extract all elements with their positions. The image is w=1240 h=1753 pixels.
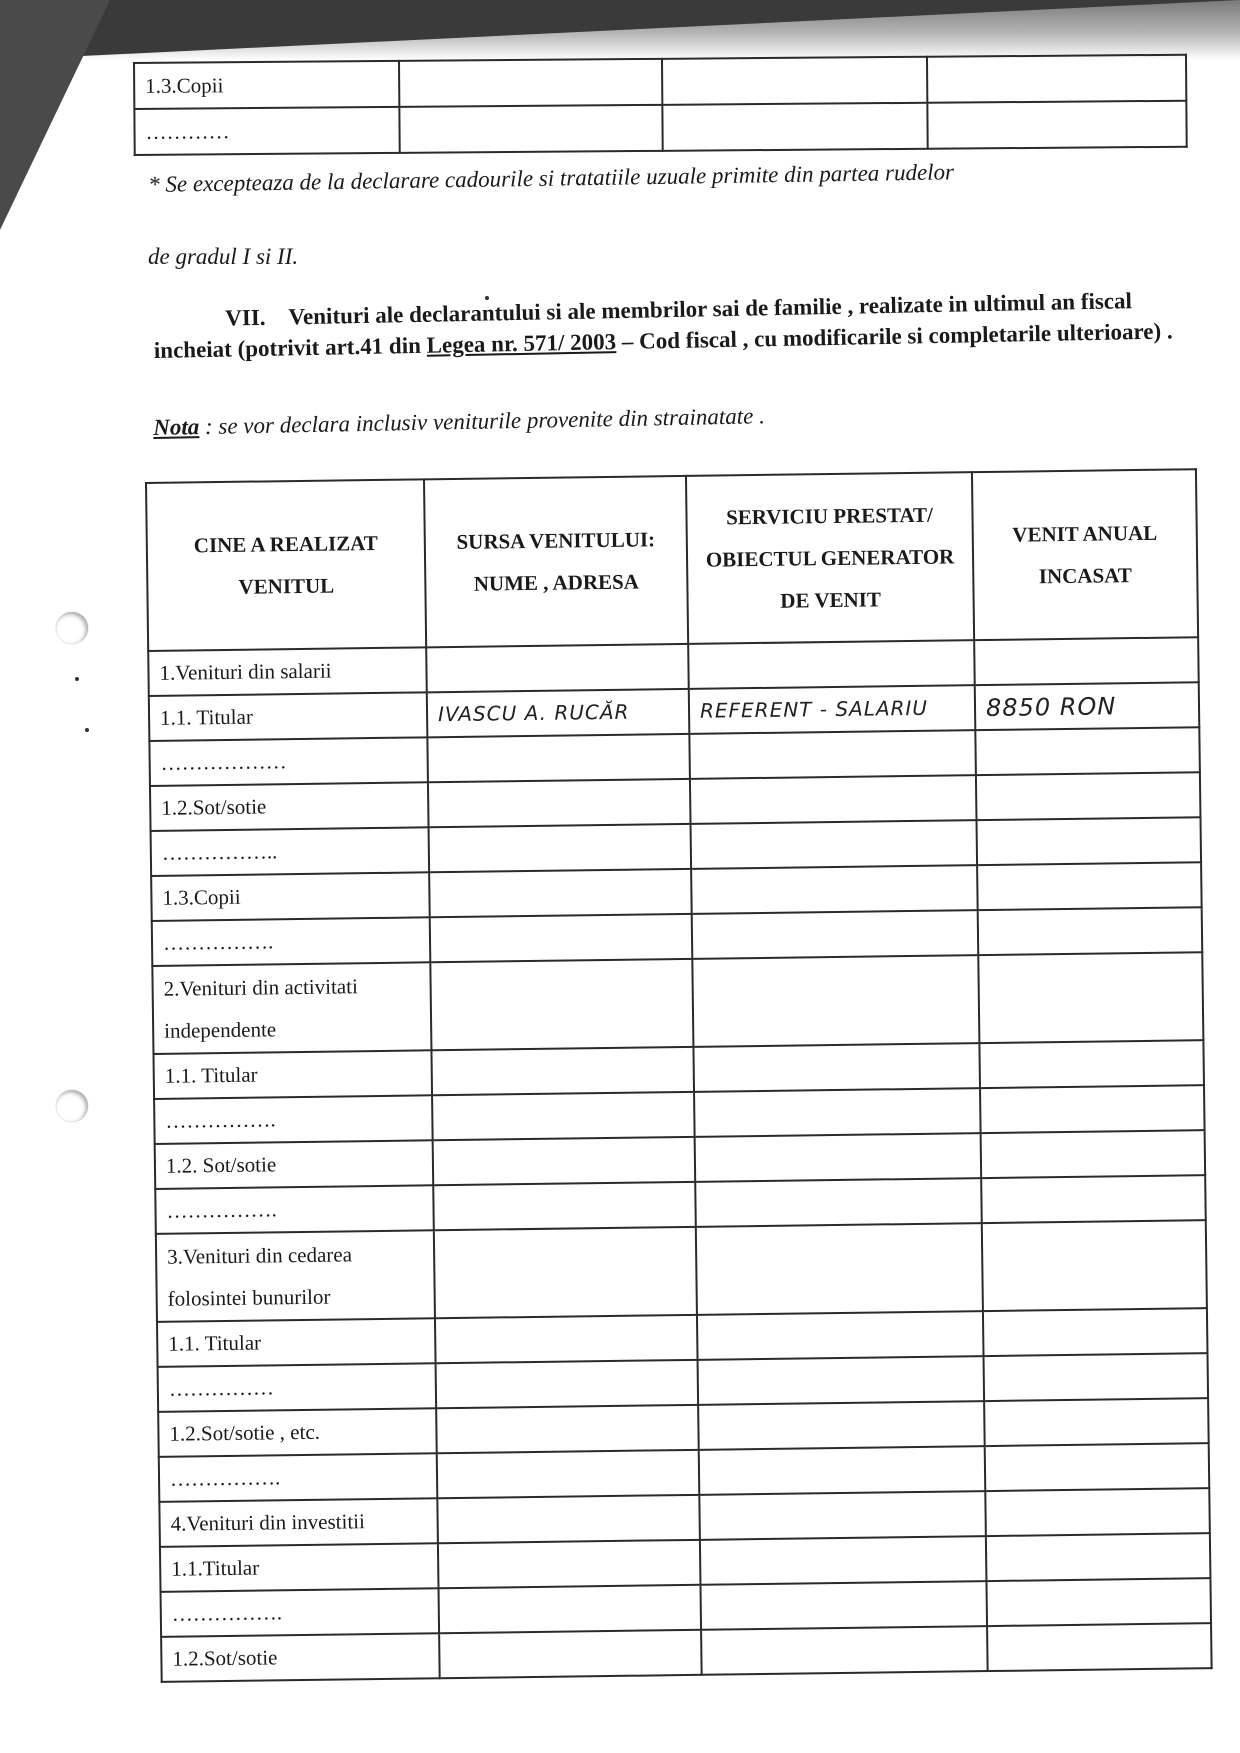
row-label: 4.Venituri din investitii — [159, 1498, 438, 1547]
service-cell — [701, 1626, 988, 1675]
source-cell — [437, 1495, 700, 1543]
service-cell — [689, 685, 976, 734]
row-label: 1.Venituri din salarii — [148, 647, 427, 696]
top-table — [133, 54, 1188, 156]
source-cell — [433, 1137, 696, 1185]
row-label: 1.3.Copii — [134, 61, 399, 109]
empty-cell — [927, 55, 1186, 103]
nota-text: : se vor declara inclusiv veniturile provenite din strainatate . — [198, 403, 766, 440]
income-cell — [981, 1130, 1206, 1178]
scan-edge — [0, 0, 1240, 60]
row-label: 1.2. Sot/sotie — [155, 1140, 434, 1189]
scan-speck — [75, 677, 79, 681]
nota-label: Nota — [153, 414, 200, 440]
row-label: …………… — [158, 1363, 437, 1412]
income-cell — [981, 1175, 1206, 1223]
row-label: ……………. — [154, 1095, 433, 1144]
service-cell — [691, 820, 978, 869]
row-label: 1.1. Titular — [153, 1050, 432, 1099]
empty-cell — [662, 103, 927, 151]
row-label: 1.1.Titular — [160, 1543, 439, 1592]
table-row — [152, 952, 1203, 1054]
source-cell — [430, 914, 693, 962]
row-label: 1.2.Sot/sotie — [161, 1633, 440, 1682]
service-cell — [693, 1043, 980, 1092]
source-cell — [431, 1047, 694, 1095]
income-cell — [984, 1398, 1209, 1446]
header-who: CINE A REALIZAT VENITUL — [146, 479, 426, 651]
income-cell — [980, 1085, 1205, 1133]
row-label: ……………. — [155, 1185, 434, 1234]
income-cell — [975, 682, 1200, 730]
income-cell — [985, 1488, 1210, 1536]
income-cell — [983, 1308, 1208, 1356]
footnote-line-2: de gradul I si II. — [148, 244, 299, 269]
income-cell — [984, 1353, 1209, 1401]
income-cell — [982, 1220, 1207, 1311]
income-cell — [977, 862, 1202, 910]
source-cell — [427, 689, 690, 737]
service-cell — [700, 1581, 987, 1630]
row-label: ………… — [134, 107, 399, 155]
source-cell — [435, 1315, 698, 1363]
table-row — [134, 101, 1186, 155]
income-cell — [987, 1623, 1212, 1671]
scan-speck — [85, 728, 89, 732]
source-cell — [427, 734, 690, 782]
empty-cell — [399, 105, 662, 153]
service-cell — [698, 1356, 985, 1405]
service-cell — [691, 865, 978, 914]
scan-fold — [0, 0, 110, 230]
service-cell — [698, 1401, 985, 1450]
handwritten-entry: REFERENT - SALARIU — [699, 695, 929, 723]
section-text-b: – Cod fiscal , cu modificarile si completarile ulterioare) . — [615, 318, 1173, 355]
law-reference: Legea nr. 571/ 2003 — [426, 329, 617, 358]
row-label: …………….. — [151, 827, 430, 876]
service-cell — [699, 1446, 986, 1495]
table-body — [148, 637, 1211, 1682]
nota-line — [153, 403, 765, 441]
service-cell — [695, 1133, 982, 1182]
income-cell — [985, 1443, 1210, 1491]
row-label: 2.Venituri din activitati independente — [152, 962, 431, 1054]
footnote-line-1: * Se excepteaza de la declarare cadourile si tratatiile uzuale primite din partea rudelor — [148, 159, 955, 197]
source-cell — [436, 1360, 699, 1408]
row-label: ……………. — [152, 917, 431, 966]
row-label: 1.2.Sot/sotie — [150, 782, 429, 831]
service-cell — [697, 1311, 984, 1360]
section-number: VII. — [225, 304, 266, 331]
empty-cell — [927, 101, 1186, 149]
header-service: SERVICIU PRESTAT/ OBIECTUL GENERATOR DE VENIT — [686, 472, 974, 644]
service-cell — [699, 1491, 986, 1540]
table-row — [156, 1220, 1207, 1322]
source-cell — [433, 1182, 696, 1230]
row-label: 1.2.Sot/sotie , etc. — [158, 1408, 437, 1457]
service-cell — [688, 640, 975, 689]
service-cell — [694, 1088, 981, 1137]
row-label: 3.Venituri din cedarea folosintei bunurilor — [156, 1230, 435, 1322]
source-cell — [426, 644, 689, 692]
row-label: 1.1. Titular — [157, 1318, 436, 1367]
source-cell — [439, 1630, 702, 1678]
handwritten-entry: IVASCU A. RUCĂR — [437, 699, 630, 727]
row-label: ……………. — [161, 1588, 440, 1637]
source-cell — [436, 1405, 699, 1453]
source-cell — [428, 779, 691, 827]
income-table — [145, 468, 1213, 1683]
income-cell — [974, 637, 1199, 685]
source-cell — [429, 824, 692, 872]
table-row — [134, 55, 1186, 109]
service-cell — [690, 775, 977, 824]
income-cell — [976, 817, 1201, 865]
source-cell — [430, 959, 693, 1050]
income-cell — [979, 1040, 1204, 1088]
empty-cell — [399, 59, 662, 107]
income-cell — [976, 772, 1201, 820]
service-cell — [692, 955, 979, 1047]
source-cell — [432, 1092, 695, 1140]
source-cell — [439, 1585, 702, 1633]
income-cell — [978, 952, 1203, 1043]
service-cell — [695, 1178, 982, 1227]
indent — [153, 326, 225, 327]
punch-hole-lower — [56, 1090, 88, 1122]
source-cell — [438, 1540, 701, 1588]
income-cell — [978, 907, 1203, 955]
handwritten-entry: 8850 RON — [985, 691, 1117, 722]
service-cell — [696, 1223, 983, 1315]
income-cell — [986, 1578, 1211, 1626]
service-cell — [692, 910, 979, 959]
section-heading — [153, 284, 1194, 366]
header-income: VENIT ANUAL INCASAT — [972, 469, 1198, 640]
empty-cell — [662, 57, 927, 105]
income-cell — [986, 1533, 1211, 1581]
income-cell — [975, 727, 1200, 775]
service-cell — [689, 730, 976, 779]
row-label: 1.3.Copii — [151, 872, 430, 921]
row-label: 1.1. Titular — [149, 692, 428, 741]
source-cell — [429, 869, 692, 917]
source-cell — [434, 1227, 697, 1318]
service-cell — [700, 1536, 987, 1585]
punch-hole-upper — [56, 612, 88, 644]
row-label: ……………. — [159, 1453, 438, 1502]
section-text-a: Venituri ale declarantului si ale membrilor sai de familie , realizate in ultimul an fiscal incheiat (potrivit art.41 din — [153, 288, 1133, 363]
header-source: SURSA VENITULUI: NUME , ADRESA — [424, 476, 688, 647]
row-label: ……………… — [149, 737, 428, 786]
table-header-row — [146, 469, 1198, 651]
source-cell — [437, 1450, 700, 1498]
